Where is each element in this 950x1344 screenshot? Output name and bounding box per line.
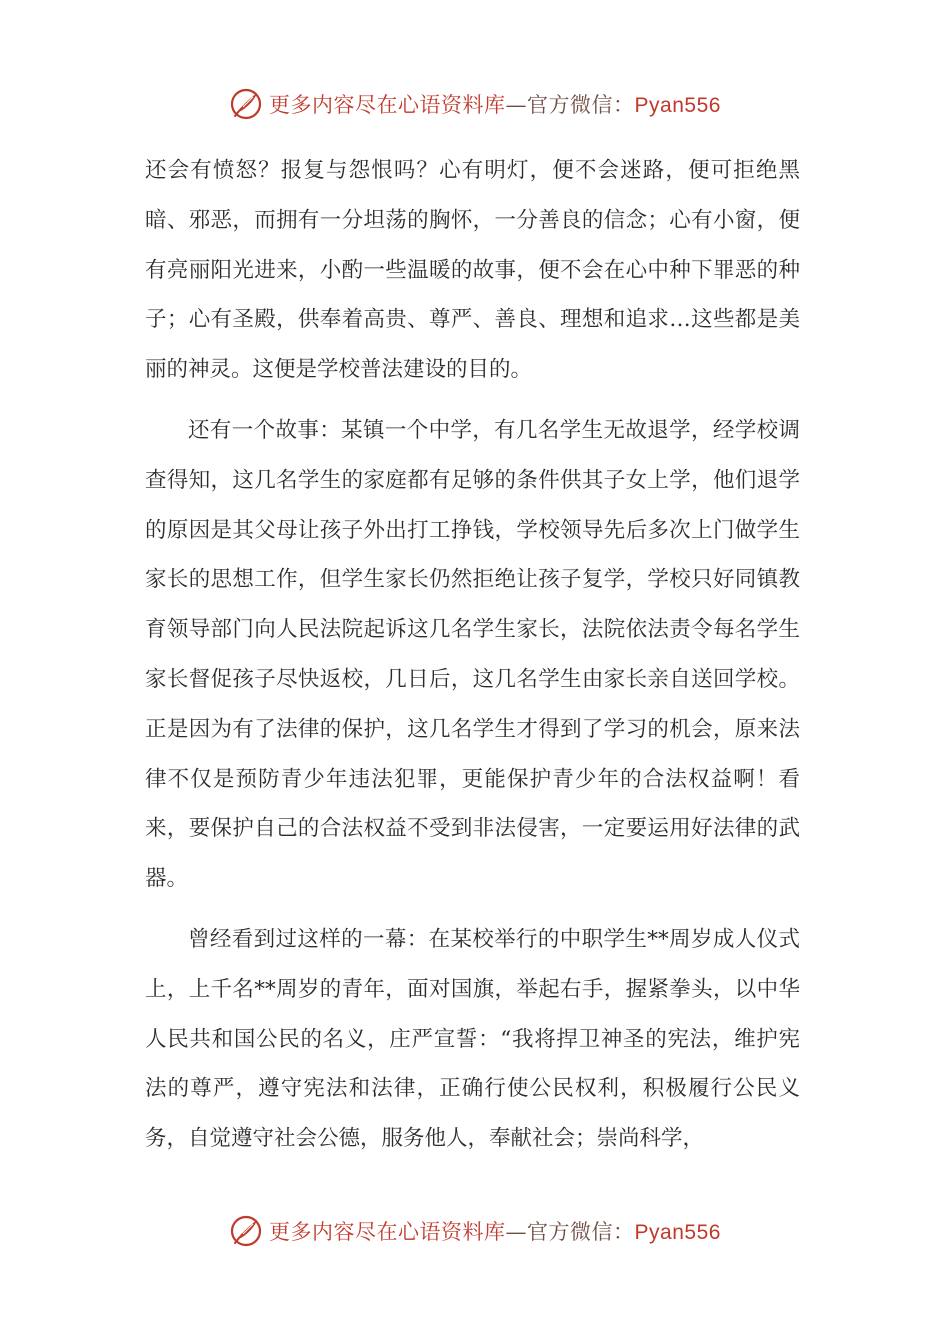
header-dash: —	[505, 93, 528, 117]
header-banner-text	[269, 89, 721, 119]
paragraph-3: 曾经看到过这样的一幕：在某校举行的中职学生**周岁成人仪式上，上千名**周岁的青年，面对国旗，举起右手，握紧拳头，以中华人民共和国公民的名义，庄严宣誓：“我将捍卫神圣的宪法，维护宪法的尊严，遵守宪法和法律，正确行使公民权利，积极履行公民义务，自觉遵守社会公德，服务他人，奉献社会；崇尚科学，	[145, 926, 800, 1152]
header-banner	[0, 84, 950, 124]
paragraph-1: 还会有愤怒？报复与怨恨吗？心有明灯，便不会迷路，便可拒绝黑暗、邪恶，而拥有一分坦荡的胸怀，一分善良的信念；心有小窗，便有亮丽阳光进来，小酌一些温暖的故事，便不会在心中种下罪恶的种子；心有圣殿，供奉着高贵、尊严、善良、理想和追求…这些都是美丽的神灵。这便是学校普法建设的目的。	[145, 158, 800, 383]
footer-official-label: 官方微信：	[527, 1220, 635, 1244]
quill-pen-logo-icon	[229, 87, 263, 121]
footer-brand-text: 更多内容尽在心语资料库	[269, 1220, 506, 1244]
footer-wechat-id: Pyan556	[634, 1221, 721, 1244]
footer-banner-text	[269, 1216, 721, 1246]
header-official-label: 官方微信：	[527, 93, 635, 117]
header-banner-content	[229, 87, 721, 121]
document-body	[145, 146, 800, 1164]
header-wechat-id: Pyan556	[634, 94, 721, 117]
header-brand-text: 更多内容尽在心语资料库	[269, 93, 506, 117]
footer-banner-content	[229, 1214, 721, 1248]
quill-pen-logo-icon	[229, 1214, 263, 1248]
paragraph-2: 还有一个故事：某镇一个中学，有几名学生无故退学，经学校调查得知，这几名学生的家庭都有足够的条件供其子女上学，他们退学的原因是其父母让孩子外出打工挣钱，学校领导先后多次上门做学生家长的思想工作，但学生家长仍然拒绝让孩子复学，学校只好同镇教育领导部门向人民法院起诉这几名学生家长，法院依法责令每名学生家长督促孩子尽快返校，几日后，这几名学生由家长亲自送回学校。正是因为有了法律的保护，这几名学生才得到了学习的机会，原来法律不仅是预防青少年违法犯罪，更能保护青少年的合法权益啊！看来，要保护自己的合法权益不受到非法侵害，一定要运用好法律的武器。	[145, 417, 800, 892]
footer-dash: —	[505, 1220, 528, 1244]
footer-banner	[0, 1211, 950, 1251]
